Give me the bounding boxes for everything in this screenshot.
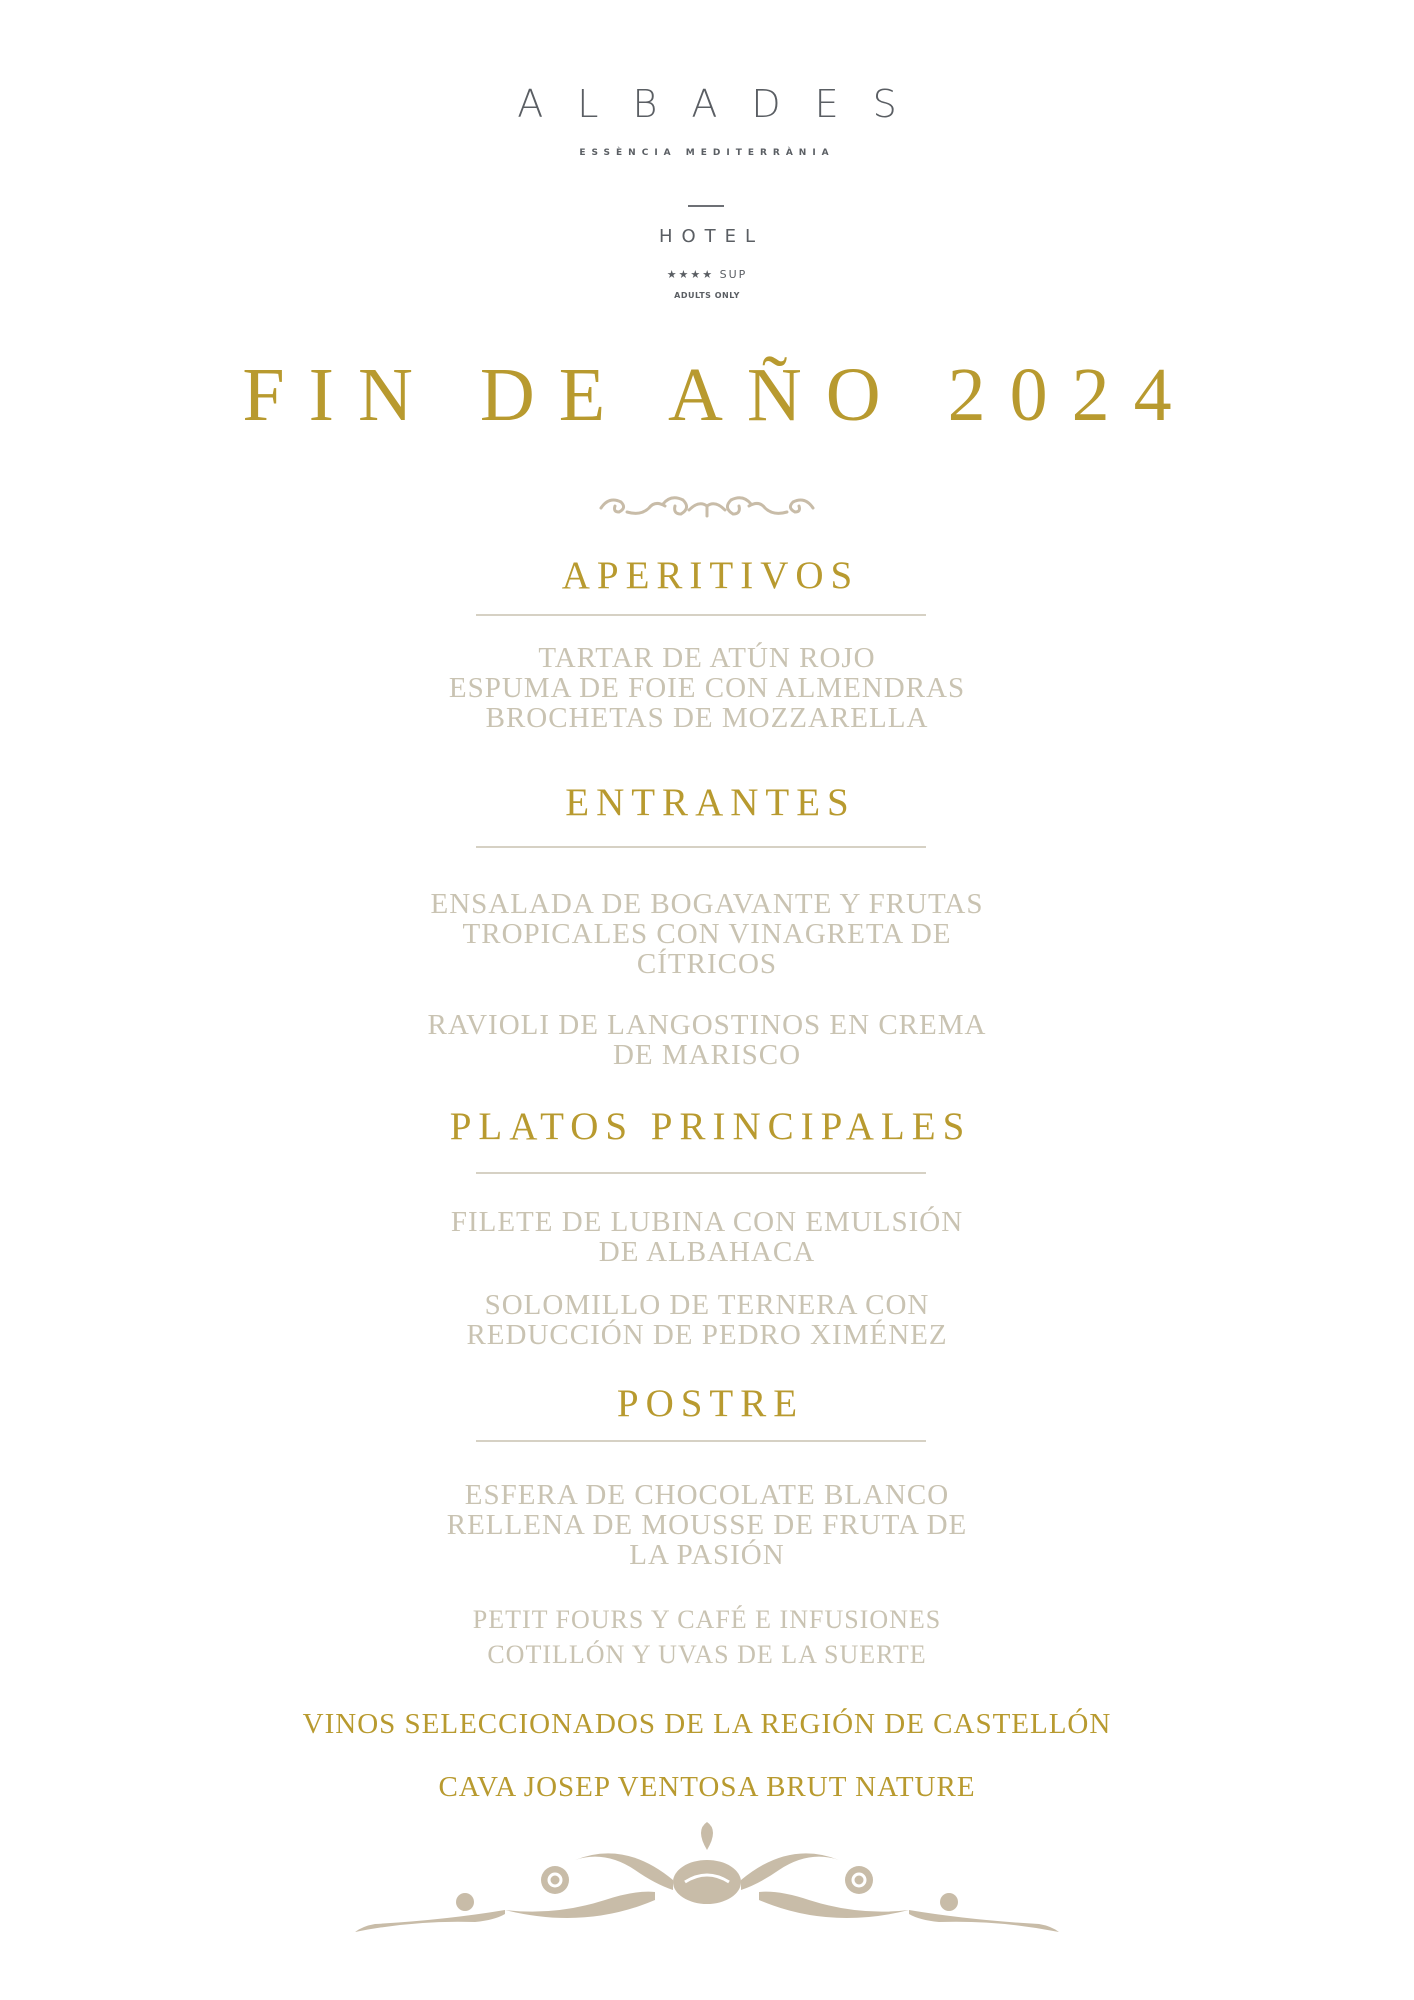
menu-item: ESFERA DE CHOCOLATE BLANCO	[464, 1479, 950, 1511]
menu-item: REDUCCIÓN DE PEDRO XIMÉNEZ	[466, 1319, 948, 1351]
menu-item: BROCHETAS DE MOZZARELLA	[485, 702, 929, 734]
menu-item: TARTAR DE ATÚN ROJO	[538, 642, 876, 674]
hotel-label: HOTEL	[658, 226, 765, 247]
menu-item: RAVIOLI DE LANGOSTINOS EN CREMA	[427, 1009, 987, 1041]
menu-item: COTILLÓN Y UVAS DE LA SUERTE	[487, 1640, 927, 1669]
menu-item: DE ALBAHACA	[598, 1236, 816, 1268]
page-title: FIN DE AÑO 2024	[242, 353, 1196, 437]
section-heading-principales: PLATOS PRINCIPALES	[449, 1105, 972, 1148]
adults-only-label: ADULTS ONLY	[674, 291, 740, 300]
menu-item: DE MARISCO	[612, 1039, 802, 1071]
menu-item: RELLENA DE MOUSSE DE FRUTA DE	[446, 1509, 968, 1541]
menu-item: PETIT FOURS Y CAFÉ E INFUSIONES	[472, 1605, 942, 1634]
menu-item: SOLOMILLO DE TERNERA CON	[484, 1289, 930, 1321]
logo-divider	[688, 205, 724, 207]
menu-item: TROPICALES CON VINAGRETA DE	[462, 918, 952, 950]
menu-item: CÍTRICOS	[636, 948, 778, 980]
wine-line: VINOS SELECCIONADOS DE LA REGIÓN DE CASTELLÓN	[302, 1708, 1112, 1740]
section-heading-aperitivos: APERITIVOS	[561, 554, 860, 597]
scroll-ornament-icon	[597, 486, 817, 526]
menu-item: LA PASIÓN	[629, 1539, 785, 1571]
baroque-flourish-icon	[355, 1820, 1059, 1940]
section-divider	[476, 846, 926, 848]
brand-tagline: ESSÈNCIA MEDITERRÀNIA	[579, 148, 835, 158]
section-heading-postre: POSTRE	[616, 1382, 805, 1425]
menu-item: ESPUMA DE FOIE CON ALMENDRAS	[448, 672, 966, 704]
brand-logo: ALBADES	[517, 82, 931, 126]
menu-item: FILETE DE LUBINA CON EMULSIÓN	[450, 1206, 964, 1238]
menu-item: ENSALADA DE BOGAVANTE Y FRUTAS	[430, 888, 984, 920]
section-heading-entrantes: ENTRANTES	[565, 781, 856, 824]
section-divider	[476, 1172, 926, 1174]
section-divider	[476, 1440, 926, 1442]
star-rating: ★★★★ SUP	[666, 268, 748, 281]
wine-line: CAVA JOSEP VENTOSA BRUT NATURE	[438, 1771, 976, 1803]
section-divider	[476, 614, 926, 616]
